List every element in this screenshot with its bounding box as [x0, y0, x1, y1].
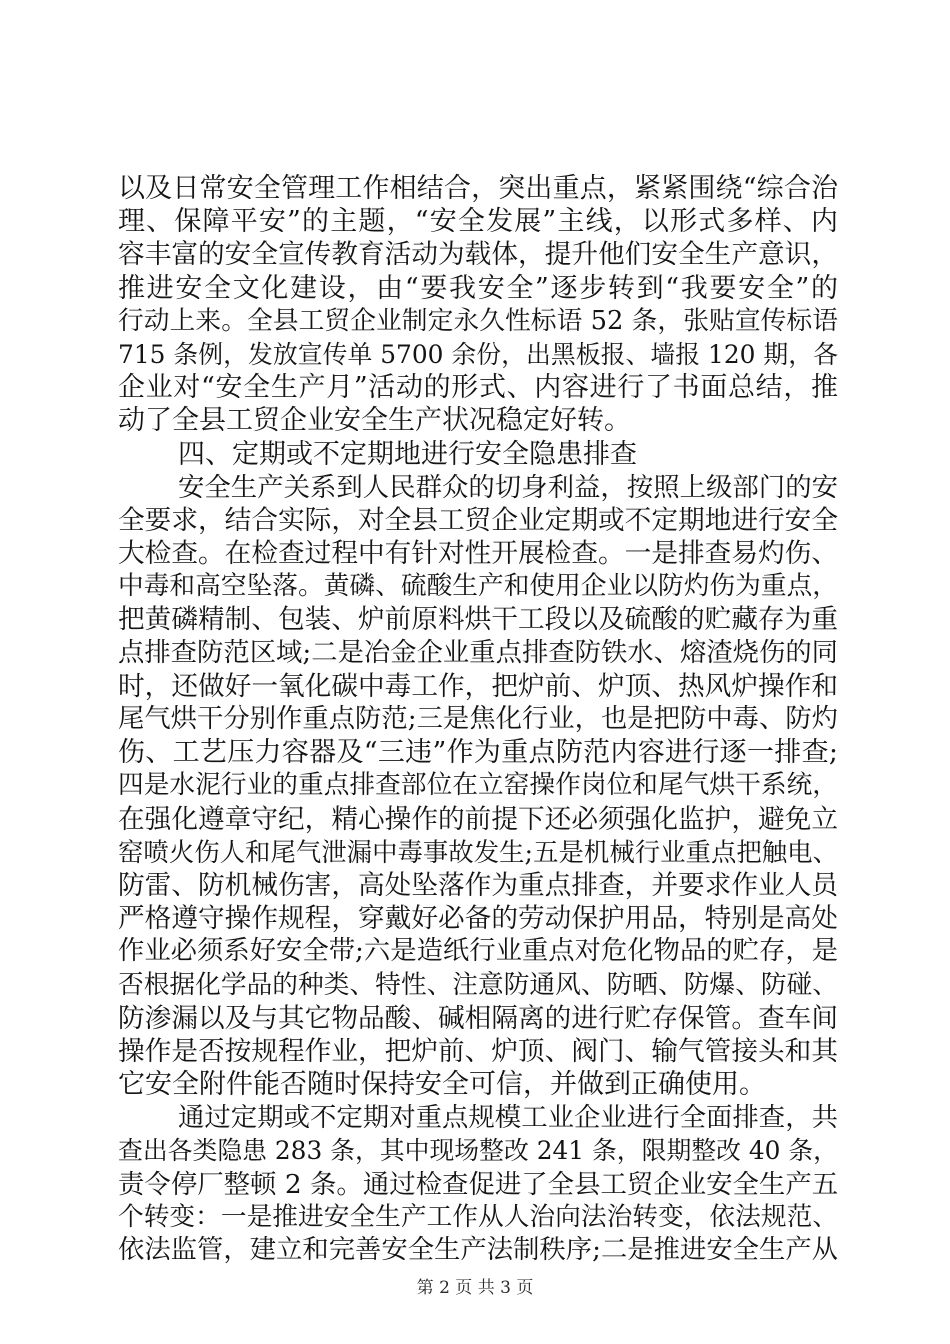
text-line: 动了全县工贸企业安全生产状况稳定好转。	[118, 405, 631, 437]
text-line: 安全生产关系到人民群众的切身利益，按照上级部门的安	[178, 471, 838, 503]
text-line: 否根据化学品的种类、特性、注意防通风、防晒、防爆、防碰、	[118, 969, 838, 1000]
text-line: 在强化遵章守纪，精心操作的前提下还必须强化监护，避免立	[118, 803, 838, 835]
text-line: 把黄磷精制、包装、炉前原料烘干工段以及硫酸的贮藏存为重	[118, 604, 838, 636]
text-line: 通过定期或不定期对重点规模工业企业进行全面排查，共	[178, 1102, 838, 1134]
text-line: 中毒和高空坠落。黄磷、硫酸生产和使用企业以防灼伤为重点，	[118, 571, 838, 602]
text-line: 推进安全文化建设，由“要我安全”逐步转到“我要安全”的	[118, 272, 838, 304]
text-line: 防渗漏以及与其它物品酸、碱相隔离的进行贮存保管。查车间	[118, 1002, 838, 1034]
text-line: 严格遵守操作规程，穿戴好必备的劳动保护用品，特别是高处	[118, 903, 838, 935]
text-line: 窑喷火伤人和尾气泄漏中毒事故发生;五是机械行业重点把触电、	[118, 836, 838, 867]
text-line: 依法监管，建立和完善安全生产法制秩序;二是推进安全生产从	[118, 1235, 838, 1265]
text-line: 它安全附件能否随时保持安全可信，并做到正确使用。	[118, 1069, 766, 1101]
text-line: 大检查。在检查过程中有针对性开展检查。一是排查易灼伤、	[118, 538, 838, 570]
text-line: 四是水泥行业的重点排查部位在立窑操作岗位和尾气烘干系统，	[118, 770, 838, 801]
text-line: 伤、工艺压力容器及“三违”作为重点防范内容进行逐一排查;	[118, 737, 838, 769]
text-line: 尾气烘干分别作重点防范;三是焦化行业，也是把防中毒、防灼	[118, 704, 838, 734]
document-body	[118, 172, 838, 1267]
text-line: 715 条例，发放宣传单 5700 余份，出黑板报、墙报 120 期，各	[118, 339, 838, 369]
text-line: 责令停厂整顿 2 条。通过检查促进了全县工贸企业安全生产五	[118, 1168, 839, 1200]
text-line: 个转变：一是推进安全生产工作从人治向法治转变，依法规范、	[118, 1201, 838, 1232]
text-line: 四、定期或不定期地进行安全隐患排查	[178, 438, 637, 470]
text-line: 时，还做好一氧化碳中毒工作，把炉前、炉顶、热风炉操作和	[118, 670, 838, 702]
text-line: 全要求，结合实际，对全县工贸企业定期或不定期地进行安全	[118, 504, 838, 536]
text-line: 点排查防范区域;二是冶金企业重点排查防铁水、熔渣烧伤的同	[118, 637, 838, 668]
text-line: 理、保障平安”的主题，“安全发展”主线，以形式多样、内	[118, 206, 838, 238]
text-line: 行动上来。全县工贸企业制定永久性标语 52 条，张贴宣传标语	[118, 305, 838, 336]
text-line: 容丰富的安全宣传教育活动为载体，提升他们安全生产意识，	[118, 239, 838, 271]
text-line: 查出各类隐患 283 条，其中现场整改 241 条，限期整改 40 条，	[118, 1136, 838, 1166]
page-footer: 第 2 页 共 3 页	[416, 1278, 534, 1298]
text-line: 操作是否按规程作业，把炉前、炉顶、阀门、输气管接头和其	[118, 1035, 838, 1067]
text-line: 作业必须系好安全带;六是造纸行业重点对危化物品的贮存，是	[118, 936, 838, 967]
text-line: 防雷、防机械伤害，高处坠落作为重点排查，并要求作业人员	[118, 869, 838, 901]
text-line: 以及日常安全管理工作相结合，突出重点，紧紧围绕“综合治	[118, 173, 838, 204]
text-line: 企业对“安全生产月”活动的形式、内容进行了书面总结，推	[118, 372, 838, 404]
